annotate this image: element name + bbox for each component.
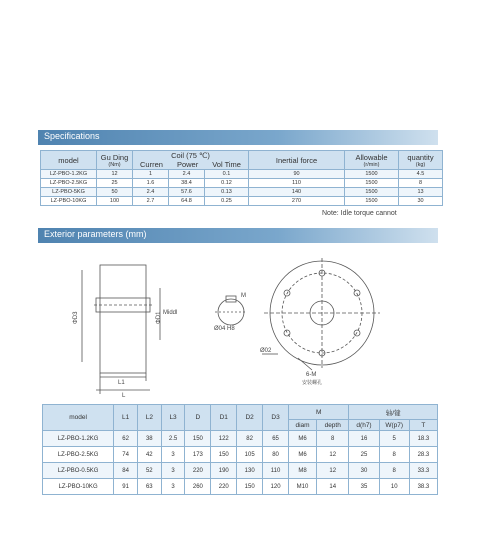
cell: LZ-PBO-5KG (41, 188, 97, 197)
cell: 220 (185, 463, 211, 479)
cell: LZ-PBO-1.2KG (41, 170, 97, 179)
side-view-drawing (60, 250, 190, 400)
header-model: model (43, 405, 114, 431)
cell: 12 (317, 463, 349, 479)
cell: 1500 (345, 188, 399, 197)
cell: 90 (249, 170, 345, 179)
table-row (43, 431, 438, 447)
header-d3: D3 (263, 405, 289, 431)
cell: 30 (399, 197, 443, 206)
header-t: T (409, 420, 437, 431)
six-m-label: 6-M (306, 372, 317, 378)
cell: 260 (185, 479, 211, 495)
cell: 12 (97, 170, 133, 179)
cell: 190 (211, 463, 237, 479)
header-key-group: 轴/键 (349, 405, 438, 420)
cell: 10 (379, 479, 409, 495)
header-wp7: W(p7) (379, 420, 409, 431)
cell: 25 (97, 179, 133, 188)
cell: 74 (114, 447, 138, 463)
front-view-drawing (258, 258, 388, 390)
cell: 52 (137, 463, 161, 479)
cell: 14 (317, 479, 349, 495)
cell: 150 (185, 431, 211, 447)
cell: 2.4 (133, 188, 169, 197)
cell: 2.7 (133, 197, 169, 206)
cell: LZ-PBO-0.5KG (43, 463, 114, 479)
cell: 8 (399, 179, 443, 188)
header-coil-group (133, 151, 249, 170)
cell: 13 (399, 188, 443, 197)
cell: 2.4 (169, 170, 205, 179)
specifications-banner (38, 130, 438, 145)
header-coil: Coil (75 ℃) (171, 151, 210, 160)
cell: 0.12 (205, 179, 249, 188)
cell: 0.13 (205, 188, 249, 197)
cell: 12 (317, 447, 349, 463)
cell: M6 (288, 431, 316, 447)
six-m-leader (298, 358, 312, 370)
table-row (41, 197, 443, 206)
cell: 270 (249, 197, 345, 206)
table-row (41, 188, 443, 197)
cell: 38.4 (169, 179, 205, 188)
cell: 150 (211, 447, 237, 463)
cell: 63 (137, 479, 161, 495)
header-l2: L2 (137, 405, 161, 431)
cell: 91 (114, 479, 138, 495)
cell: 62 (114, 431, 138, 447)
cell: 16 (349, 431, 379, 447)
table-row (43, 463, 438, 479)
header-quantity-unit: (kg) (415, 161, 426, 168)
cell: 8 (317, 431, 349, 447)
cell: 130 (237, 463, 263, 479)
cell: 5 (379, 431, 409, 447)
cell: 120 (263, 479, 289, 495)
header-d: D (185, 405, 211, 431)
cell: M10 (288, 479, 316, 495)
header-m: M (288, 405, 348, 420)
header-current: Curren (140, 160, 163, 169)
cell: 173 (185, 447, 211, 463)
header-l3: L3 (161, 405, 185, 431)
m-label: M (241, 293, 246, 299)
header-quantity (399, 151, 443, 170)
cell: 1.6 (133, 179, 169, 188)
cell: 8 (379, 447, 409, 463)
cell: 57.6 (169, 188, 205, 197)
header-d2: D2 (237, 405, 263, 431)
cell: 0.25 (205, 197, 249, 206)
mounting-hole-note: 安装螺孔 (302, 380, 323, 386)
cell: 1 (133, 170, 169, 179)
header-allowable (345, 151, 399, 170)
dimensions-table (42, 404, 438, 495)
idle-torque-note: Note: Idle torque cannot (322, 210, 397, 217)
table-row (43, 447, 438, 463)
cell: 100 (97, 197, 133, 206)
middle-label: Middl (163, 310, 178, 316)
flange-outline (100, 265, 146, 373)
cell: 38 (137, 431, 161, 447)
cell: 30 (349, 463, 379, 479)
cell: 110 (249, 179, 345, 188)
cell: 33.3 (409, 463, 437, 479)
header-d1: D1 (211, 405, 237, 431)
table-row (41, 179, 443, 188)
cell: 64.8 (169, 197, 205, 206)
header-power: Power (176, 160, 199, 169)
cell: LZ-PBO-2.5KG (43, 447, 114, 463)
d4-label: Ø04 H8 (214, 326, 235, 332)
cell: LZ-PBO-10KG (41, 197, 97, 206)
cell: 84 (114, 463, 138, 479)
l1-label: L1 (118, 380, 125, 386)
cell: 4.5 (399, 170, 443, 179)
header-model: model (41, 151, 97, 170)
table-row (43, 479, 438, 495)
cell: 110 (263, 463, 289, 479)
header-allowable-unit: (r/min) (363, 161, 380, 168)
header-gu-ding-label: Gu Ding (100, 152, 129, 162)
cell: 2.5 (161, 431, 185, 447)
cell: 25 (349, 447, 379, 463)
cell: 3 (161, 447, 185, 463)
cell: 220 (211, 479, 237, 495)
d1-label: ΦD1 (156, 311, 162, 324)
cell: 35 (349, 479, 379, 495)
cell: M6 (288, 447, 316, 463)
d2-label: Ø02 (260, 348, 272, 354)
cell: 50 (97, 188, 133, 197)
cell: LZ-PBO-1.2KG (43, 431, 114, 447)
specifications-table (40, 150, 443, 206)
exterior-banner (38, 228, 438, 243)
cell: 1500 (345, 170, 399, 179)
keyway-detail-drawing (205, 290, 255, 336)
cell: 3 (161, 479, 185, 495)
header-gu-ding (97, 151, 133, 170)
header-inertial: Inertial force (249, 151, 345, 170)
cell: 1500 (345, 179, 399, 188)
header-gu-ding-unit: (Nm) (108, 161, 121, 168)
cell: 8 (379, 463, 409, 479)
cell: 122 (211, 431, 237, 447)
cell: 0.1 (205, 170, 249, 179)
header-m-diam: diam (288, 420, 316, 431)
cell: 80 (263, 447, 289, 463)
cell: LZ-PBO-2.5KG (41, 179, 97, 188)
header-quantity-label: quantity (407, 152, 434, 162)
header-allowable-label: Allowable (355, 152, 388, 162)
cell: 28.3 (409, 447, 437, 463)
specifications-title: Specifications (44, 131, 100, 141)
header-time: Vol Time (212, 160, 241, 169)
d3-label: ΦD3 (73, 311, 79, 324)
bolt-hole (284, 330, 290, 336)
cell: 150 (237, 479, 263, 495)
cell: 65 (263, 431, 289, 447)
cell: 3 (161, 463, 185, 479)
cell: 18.3 (409, 431, 437, 447)
header-l1: L1 (114, 405, 138, 431)
cell: 38.3 (409, 479, 437, 495)
cell: M8 (288, 463, 316, 479)
cell: 82 (237, 431, 263, 447)
cell: 105 (237, 447, 263, 463)
table-row (41, 170, 443, 179)
cell: 1500 (345, 197, 399, 206)
cell: 140 (249, 188, 345, 197)
cell: LZ-PBO-10KG (43, 479, 114, 495)
cell: 42 (137, 447, 161, 463)
header-m-depth: depth (317, 420, 349, 431)
l-label: L (122, 393, 126, 399)
exterior-title: Exterior parameters (mm) (44, 229, 147, 239)
header-dh7: d(h7) (349, 420, 379, 431)
